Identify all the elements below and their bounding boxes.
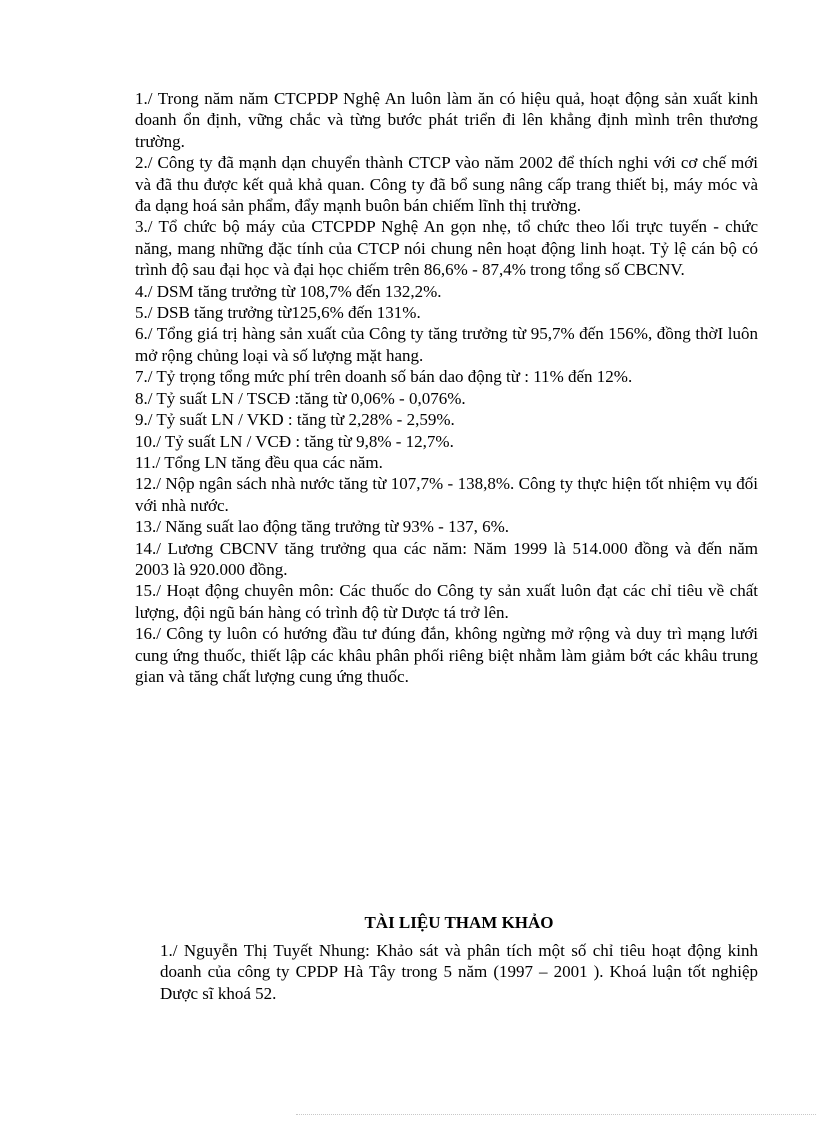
- conclusion-item: 12./ Nộp ngân sách nhà nước tăng từ 107,7% - 138,8%. Công ty thực hiện tốt nhiệm vụ đối với nhà nước.: [135, 474, 758, 515]
- conclusion-item: 1./ Trong năm năm CTCPDP Nghệ An luôn làm ăn có hiệu quả, hoạt động sản xuất kinh doanh ổn định, vững chắc và từng bước phát triển đi lên khẳng định mình trên thương trường.: [135, 89, 758, 151]
- conclusion-item: 11./ Tổng LN tăng đều qua các năm.: [135, 452, 383, 472]
- reference-item: 1./ Nguyễn Thị Tuyết Nhung: Khảo sát và phân tích một số chỉ tiêu hoạt động kinh doanh của công ty CPDP Hà Tây trong 5 năm (1997 – 2001 ). Khoá luận tốt nghiệp Dược sĩ khoá 52.: [160, 941, 758, 1003]
- conclusions-list: [135, 88, 758, 687]
- conclusion-item: 13./ Năng suất lao động tăng trưởng từ 93% - 137, 6%.: [135, 517, 509, 537]
- conclusion-item: 5./ DSB tăng trưởng từ125,6% đến 131%.: [135, 303, 421, 323]
- conclusion-item: 2./ Công ty đã mạnh dạn chuyển thành CTCP vào năm 2002 để thích nghi với cơ chế mới và đã thu được kết quả khả quan. Công ty đã bổ sung nâng cấp trang thiết bị, máy móc và đa dạng hoá sản phẩm, đẩy mạnh buôn bán chiếm lĩnh thị trường.: [135, 153, 758, 216]
- references-list: [160, 940, 758, 1004]
- conclusion-item: 14./ Lương CBCNV tăng trưởng qua các năm: Năm 1999 là 514.000 đồng và đến năm 2003 là 920.000 đồng.: [135, 538, 758, 579]
- conclusion-item: 8./ Tỷ suất LN / TSCĐ :tăng từ 0,06% - 0,076%.: [135, 388, 466, 408]
- conclusion-item: 15./ Hoạt động chuyên môn: Các thuốc do Công ty sản xuất luôn đạt các chỉ tiêu về chất lượng, đội ngũ bán hàng có trình độ từ Dược tá trở lên.: [135, 581, 758, 622]
- conclusion-item: 6./ Tổng giá trị hàng sản xuất của Công ty tăng trưởng từ 95,7% đến 156%, đồng thờI luôn mở rộng chủng loại và số lượng mặt hang.: [135, 324, 758, 365]
- conclusion-item: 10./ Tỷ suất LN / VCĐ : tăng từ 9,8% - 12,7%.: [135, 431, 454, 451]
- conclusion-item: 7./ Tỷ trọng tổng mức phí trên doanh số bán dao động từ : 11% đến 12%.: [135, 367, 633, 387]
- conclusion-item: 3./ Tổ chức bộ máy của CTCPDP Nghệ An gọn nhẹ, tổ chức theo lối trực tuyến - chức năng, mang những đặc tính của CTCP nói chung nên hoạt động linh hoạt. Tỷ lệ cán bộ có trình độ sau đại học và đại học chiếm trên 86,6% - 87,4% trong tổng số CBCNV.: [135, 217, 758, 280]
- conclusion-item: 4./ DSM tăng trưởng từ 108,7% đến 132,2%.: [135, 281, 442, 301]
- conclusion-item: 9./ Tỷ suất LN / VKD : tăng từ 2,28% - 2,59%.: [135, 410, 455, 430]
- conclusion-item: 16./ Công ty luôn có hướng đầu tư đúng đắn, không ngừng mở rộng và duy trì mạng lưới cung ứng thuốc, thiết lập các khâu phân phối riêng biệt nhằm làm giảm bớt các khâu trung gian và tăng chất lượng cung ứng thuốc.: [135, 624, 758, 686]
- page-edge-divider: [296, 1114, 816, 1115]
- references-title: TÀI LIỆU THAM KHẢO: [364, 913, 554, 932]
